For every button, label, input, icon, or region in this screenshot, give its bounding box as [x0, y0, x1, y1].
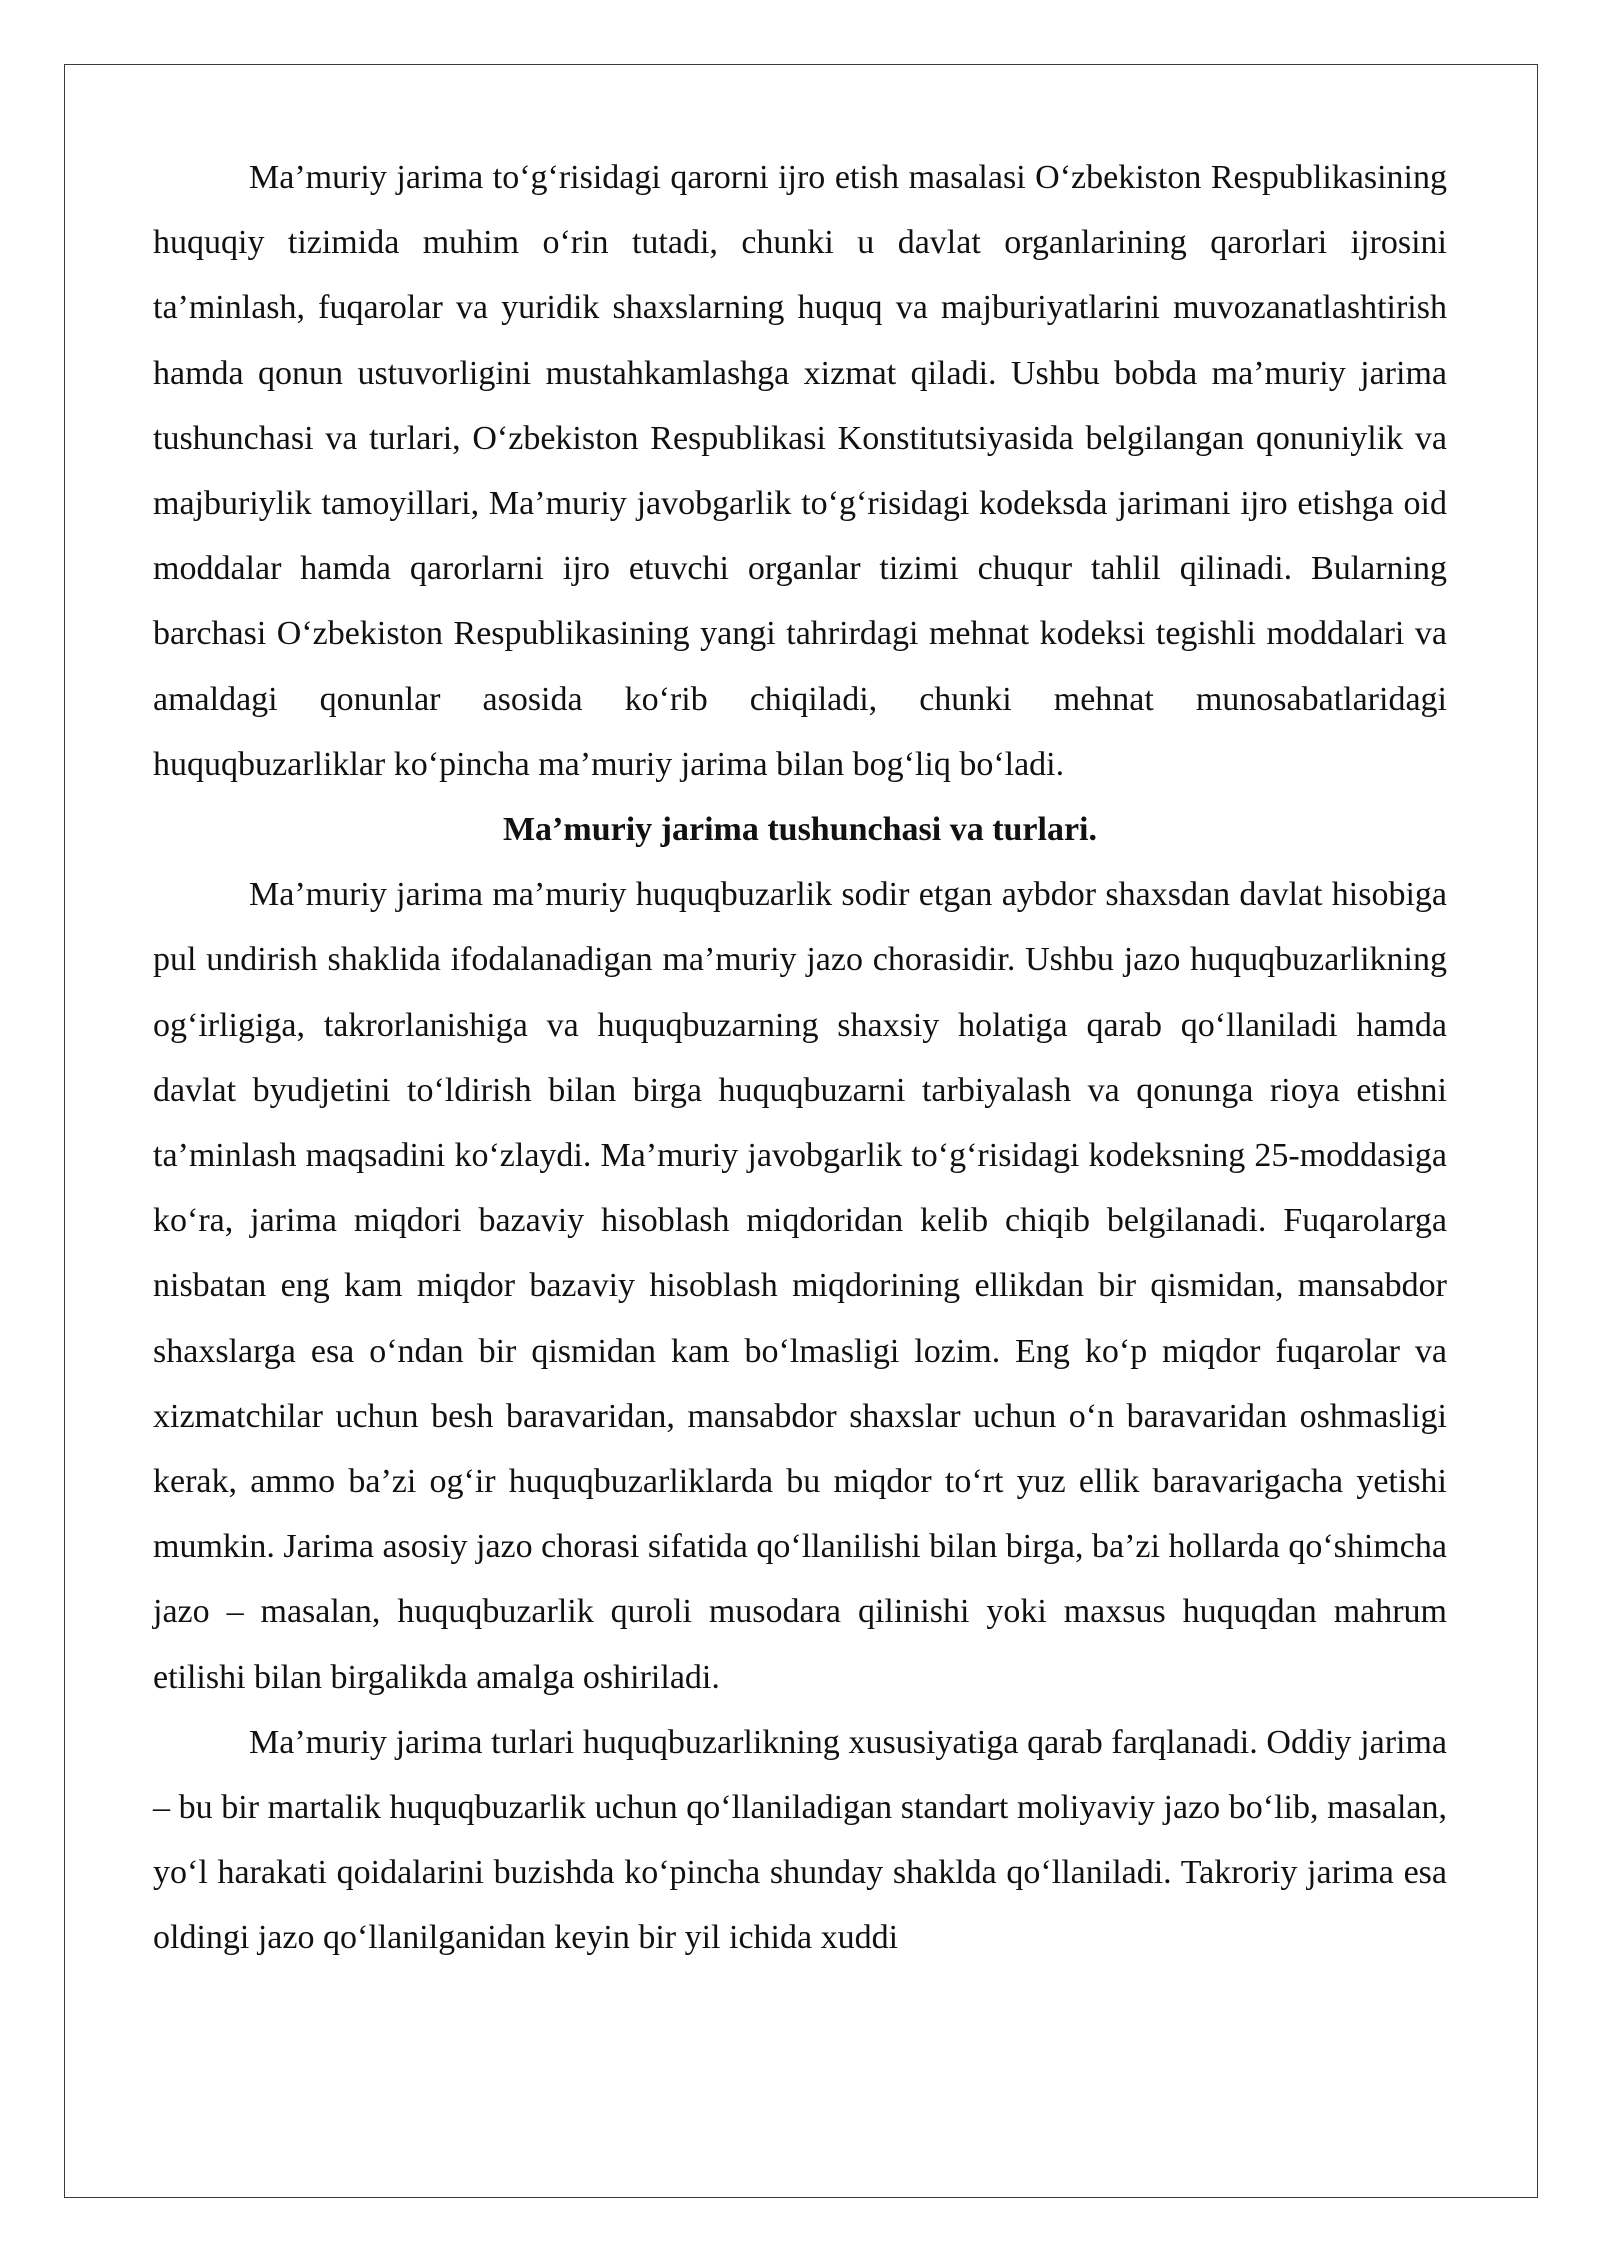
document-body: [153, 145, 1447, 1971]
intro-paragraph: Ma’muriy jarima to‘g‘risidagi qarorni ijro etish masalasi O‘zbekiston Respublikasining huquqiy tizimida muhim o‘rin tutadi, chunki u davlat organlarining qarorlari ijrosini ta’minlash, fuqarolar va yuridik shaxslarning huquq va majburiyatlarini muvozanatlashtirish hamda qonun ustuvorligini mustahkamlashga xizmat qiladi. Ushbu bobda ma’muriy jarima tushunchasi va turlari, O‘zbekiston Respublikasi Konstitutsiyasida belgilangan qonuniylik va majburiylik tamoyillari, Ma’muriy javobgarlik to‘g‘risidagi kodeksda jarimani ijro etishga oid moddalar hamda qarorlarni ijro etuvchi organlar tizimi chuqur tahlil qilinadi. Bularning barchasi O‘zbekiston Respublikasining yangi tahrirdagi mehnat kodeksi tegishli moddalari va amaldagi qonunlar asosida ko‘rib chiqiladi, chunki mehnat munosabatlaridagi huquqbuzarliklar ko‘pincha ma’muriy jarima bilan bog‘liq bo‘ladi.: [153, 159, 1447, 783]
fine-types-paragraph: Ma’muriy jarima turlari huquqbuzarlikning xususiyatiga qarab farqlanadi. Oddiy jarima – bu bir martalik huquqbuzarlik uchun qo‘llaniladigan standart moliyaviy jazo bo‘lib, masalan, yo‘l harakati qoidalarini buzishda ko‘pincha shunday shaklda qo‘llaniladi. Takroriy jarima esa oldingi jazo qo‘llanilganidan keyin bir yil ichida xuddi: [153, 1723, 1447, 1957]
definition-paragraph: Ma’muriy jarima ma’muriy huquqbuzarlik sodir etgan aybdor shaxsdan davlat hisobiga pul undirish shaklida ifodalanadigan ma’muriy jazo chorasidir. Ushbu jazo huquqbuzarlikning og‘irligiga, takrorlanishiga va huquqbuzarning shaxsiy holatiga qarab qo‘llaniladi hamda davlat byudjetini to‘ldirish bilan birga huquqbuzarni tarbiyalash va qonunga rioya etishni ta’minlash maqsadini ko‘zlaydi. Ma’muriy javobgarlik to‘g‘risidagi kodeksning 25-moddasiga ko‘ra, jarima miqdori bazaviy hisoblash miqdoridan kelib chiqib belgilanadi. Fuqarolarga nisbatan eng kam miqdor bazaviy hisoblash miqdorining ellikdan bir qismidan, mansabdor shaxslarga esa o‘ndan bir qismidan kam bo‘lmasligi lozim. Eng ko‘p miqdor fuqarolar va xizmatchilar uchun besh baravaridan, mansabdor shaxslar uchun o‘n baravaridan oshmasligi kerak, ammo ba’zi og‘ir huquqbuzarliklarda bu miqdor to‘rt yuz ellik baravarigacha yetishi mumkin. Jarima asosiy jazo chorasi sifatida qo‘llanilishi bilan birga, ba’zi hollarda qo‘shimcha jazo – masalan, huquqbuzarlik quroli musodara qilinishi yoki maxsus huquqdan mahrum etilishi bilan birgalikda amalga oshiriladi.: [153, 876, 1447, 1696]
section-heading: Ma’muriy jarima tushunchasi va turlari.: [502, 811, 1098, 849]
